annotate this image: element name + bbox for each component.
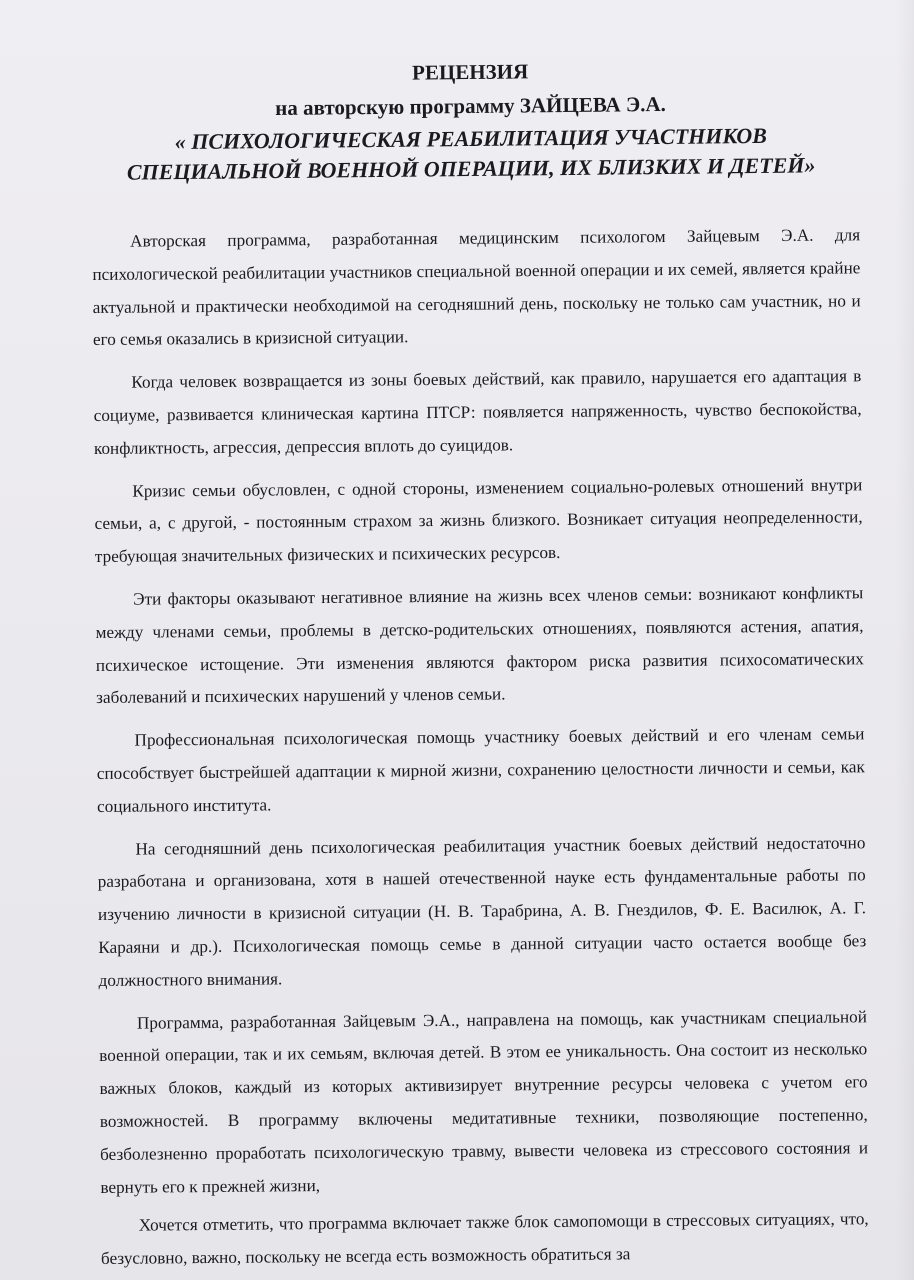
- document-title: РЕЦЕНЗИЯ: [411, 59, 529, 85]
- paragraph: Кризис семьи обусловлен, с одной стороны, изменением социально-ролевых отношений внутри семьи, а, с другой, - постоянным страхом за жизнь близкого. Возникает ситуация неопределенности, требующая значительных физических и психических ресурсов.: [94, 474, 863, 567]
- paragraph: Авторская программа, разработанная медицинским психологом Зайцевым Э.А. для психологической реабилитации участников специальной военной операции и их семей, является крайне актуальной и практически необходимой на сегодняшний день, поскольку не только сам участник, но и его семья оказались в кризисной ситуации.: [92, 225, 861, 350]
- page-edge-shadow: [896, 0, 914, 1280]
- document-subtitle: на авторскую программу ЗАЙЦЕВА Э.А.: [275, 91, 666, 121]
- paragraph: Программа, разработанная Зайцевым Э.А., направлена на помощь, как участникам специальной военной операции, так и их семьям, включая детей. В этом ее уникальность. Она состоит из несколько важных блоков, каждый из которых активизирует внутренние ресурсы человека с учетом его возможностей. В программу включены медитативные техники, позволяющие постепенно, безболезненно проработать психологическую травму, вывести человека из стрессового состояния и вернуть его к прежней жизни,: [99, 1006, 869, 1197]
- document-header: [90, 54, 851, 188]
- paragraph: На сегодняшний день психологическая реабилитация участник боевых действий недостаточно разработана и организована, хотя в нашей отечественной науке есть фундаментальные работы по изучению личности в кризисной ситуации (Н. В. Тарабрина, А. В. Гнездилов, Ф. Е. Василюк, А. Г. Караяни и др.). Психологическая помощь семье в данной ситуации часто остается вообще без должностного внимания.: [97, 832, 867, 990]
- document-body: [92, 219, 869, 1280]
- paragraph: Эти факторы оказывают негативное влияние на жизнь всех членов семьи: возникают конфликты между членами семьи, проблемы в детско-родительских отношениях, появляются астения, апатия, психическое истощение. Эти изменения являются фактором риска развития психосоматических заболеваний и психических нарушений у членов семьи.: [95, 583, 864, 708]
- paragraph: Хочется отметить, что программа включает также блок самопомощи в стрессовых ситуациях, что, безусловно, важно, поскольку не всегда есть возможность обратиться за: [100, 1209, 869, 1269]
- paragraph: Профессиональная психологическая помощь участнику боевых действий и его членам семьи способствует быстрейшей адаптации к мирной жизни, сохранению целостности личности и семьи, как социального института.: [96, 724, 865, 816]
- program-name: « ПСИХОЛОГИЧЕСКАЯ РЕАБИЛИТАЦИЯ УЧАСТНИКОВ СПЕЦИАЛЬНОЙ ВОЕННОЙ ОПЕРАЦИИ, ИХ БЛИЗКИХ И ДЕТЕЙ»: [126, 122, 816, 185]
- paragraph: Когда человек возвращается из зоны боевых действий, как правило, нарушается его адаптация в социуме, развивается клиническая картина ПТСР: появляется напряженность, чувство беспокойства, конфликтность, агрессия, депрессия вплоть до суицидов.: [93, 366, 862, 458]
